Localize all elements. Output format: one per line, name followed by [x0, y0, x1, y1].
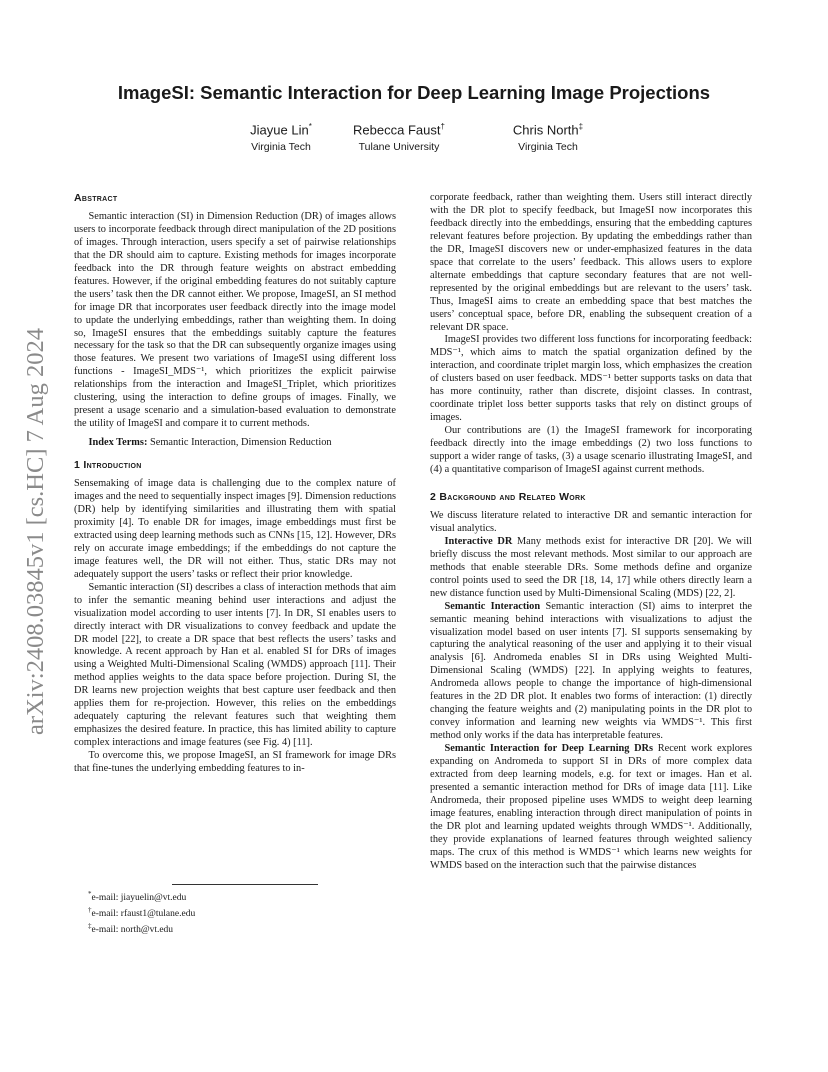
abstract-text: Semantic interaction (SI) in Dimension Reduction (DR) of images allows users to incorporate feedback through direct manipulation of the 2D positions of images. Through interaction, users specify a set of pairwise relationships that the DR should aim to capture. Existing methods for images incorporate feedback into the DR through feature weights on abstract embedding features. However, if the original embedding features do not suitably capture the users’ task then the DR cannot either. We propose, ImageSI, an SI method for image DR that incorporates user feedback directly into the image model to update the underlying embeddings, rather than weighting them. In doing so, ImageSI ensures that the embeddings suitably capture the features necessary for the task so that the DR can subsequently organize images using those features. We present two variations of ImageSI using different loss functions - ImageSI_MDS⁻¹, which prioritizes the explicit pairwise relationships from the interaction and ImageSI_Triplet, which prioritizes clustering, using the interaction to define groups of images. Finally, we present a usage scenario and a simulation-based evaluation to demonstrate the utility of ImageSI and compare it to current methods. [74, 210, 396, 430]
author-mark: ‡ [578, 122, 584, 131]
author-name: Chris North [512, 122, 579, 138]
author-2 [314, 118, 484, 155]
section-1-heading: 1 Introduction [74, 459, 142, 472]
left-column [74, 192, 396, 776]
footnote-2: †e-mail: rfaust1@tulane.edu [88, 906, 196, 920]
author-name: Rebecca Faust [353, 122, 441, 138]
intro-paragraph-2: Semantic interaction (SI) describes a class of interaction methods that aim to infer the semantic meaning behind user interactions and adjust the visualization model according to user intents [7]. In DR, SI enables users to directly interact with DR visualizations to convey feedback and update the DR model [22], to create a DR space that best reflects the users’ tasks and knowledge. A recent approach by Han et al. enabled SI for DRs of images using a Weighted Multi-Dimensional Scaling (WMDS) approach [11]. Their method applies weights to the data space before projection. During SI, the DR learns new projection weights that best capture user feedback and then applies them for re-projection. However, this relies on the embeddings adequately capturing the relevant features such that weighting them emphasizes the desired feature. In practice, this has limited ability to capture complex interactions and image features (see Fig. 4) [11]. [74, 581, 396, 749]
arxiv-identifier: arXiv:2408.03845v1 [cs.HC] 7 Aug 2024 [22, 328, 49, 735]
right-paragraph-6: Semantic Interaction Semantic interaction (SI) aims to interpret the semantic meaning behind interactions with visualizations to adjust the visualization model based on user intents [7]. SI supports sensemaking by capturing the analytical reasoning of the user and applying it to their visual analysis [6]. Andromeda enables SI in DRs using Weighted Multi-Dimensional Scaling (WMDS) [22]. In applying weights to features, Andromeda allows people to change the importance of high-dimensional features in the 2D DR plot. It enables two forms of interaction: (1) directly changing the feature weights and (2) manipulating points in the DR plot to convey information and learning new weights via WMDS⁻¹. This first method only works if the data has interpretable features. [430, 600, 752, 742]
author-mark: † [440, 122, 445, 131]
right-paragraph-3: Our contributions are (1) the ImageSI framework for incorporating feedback directly into the image embeddings (2) two loss functions to support a wider range of tasks, (3) a usage scenario illustrating ImageSI, and (4) a quantitative comparison of ImageSI against current methods. [430, 425, 752, 476]
paragraph-lead: Interactive DR [444, 535, 513, 547]
author-name: Jiayue Lin [250, 122, 309, 138]
author-3 [463, 118, 633, 155]
footnote-rule [172, 884, 318, 885]
paragraph-lead: Semantic Interaction [444, 600, 541, 612]
author-affiliation: Virginia Tech [518, 141, 578, 154]
footnotes [74, 884, 396, 936]
index-terms-label: Index Terms: [88, 437, 148, 449]
author-mark: * [308, 122, 312, 131]
right-column [430, 192, 752, 873]
abstract-heading: Abstract [74, 192, 118, 204]
index-terms-text: Semantic Interaction, Dimension Reduction [150, 437, 332, 449]
right-paragraph-4: We discuss literature related to interactive DR and semantic interaction for visual analytics. [430, 509, 752, 534]
right-paragraph-5: Interactive DR Many methods exist for interactive DR [20]. We will briefly discuss the most relevant methods. Most similar to our approach are methods that enable steerable DRs. Some methods define and organize control points used to seed the DR [18, 14, 17] while others directly learn a new distance function used by Multi-Dimensional Scaling (MDS) [22, 2]. [430, 535, 753, 599]
right-paragraph-7: Semantic Interaction for Deep Learning DRs Recent work explores expanding on Andromeda to support SI in DRs of more complex data extracted from deep learning models, e.g. for text or images. Han et al. presented a semantic interaction method for DRs of image data [11]. Like Andromeda, their proposed pipeline uses WMDS to weight deep learning image features, enabling interaction through direct manipulation of points in the DR plot and learning updated weights through WMDS⁻¹. Additionally, they provide explanations of learned features through weighted saliency maps. The crux of this method is WMDS⁻¹ which learns new weights for WMDS based on the interaction such that the pairwise distances [430, 743, 752, 871]
paper-title: ImageSI: Semantic Interaction for Deep Learning Image Projections [117, 82, 711, 103]
footnote-3: ‡e-mail: north@vt.edu [88, 922, 174, 936]
intro-paragraph-1: Sensemaking of image data is challenging due to the complex nature of images and the need to sequentially inspect images [9]. Dimension reductions (DR) help by identifying similarities and illustrating them with spatial proximity [4]. To enable DR for images, image embeddings must first be extracted using deep learning methods such as CNNs [15, 12]. However, DRs rely on accurate image embeddings; if the embeddings do not capture the image features well, the DR will not either. Thus, static DRs may not adequately support the users’ tasks or reflect their prior knowledge. [74, 478, 397, 580]
paragraph-lead: Semantic Interaction for Deep Learning DRs [444, 743, 654, 755]
right-paragraph-2: ImageSI provides two different loss functions for incorporating feedback: MDS⁻¹, which aims to match the spatial organization defined by the interaction, and coordinate triplet margin loss, which emphasizes the creation of clusters based on user feedback. MDS⁻¹ better supports tasks on data that has more continuity, rather than discrete, disjoint classes. In contrast, coordinate triplet loss better supports tasks that rely on distinct groups of images. [430, 334, 752, 424]
right-paragraph-1: corporate feedback, rather than weighting them. Users still interact directly with the DR plot to specify feedback, but ImageSI now incorporates this feedback directly into the embeddings, ensuring that the embedding captures relevant features before projection. By updating the embeddings rather than the DR, ImageSI discovers new or under-emphasized features in the data space that correlate to the users’ feedback. This allows users to explore alternate embeddings that capture secondary features that are not well-represented by the original embeddings but are relevant to the users’ task. Thus, ImageSI aims to create an embedding space that best matches the users’ conceptual space, before DR, enabling the subsequent creation of a relevant DR space. [430, 192, 752, 333]
footnote-1: *e-mail: jiayuelin@vt.edu [88, 890, 187, 904]
index-terms [74, 437, 396, 450]
intro-paragraph-3: To overcome this, we propose ImageSI, an SI framework for image DRs that fine-tunes the underlying embedding features to in- [74, 750, 396, 775]
author-affiliation: Tulane University [358, 141, 440, 154]
section-2-heading: 2 Background and Related Work [430, 490, 586, 503]
author-affiliation: Virginia Tech [251, 141, 311, 154]
